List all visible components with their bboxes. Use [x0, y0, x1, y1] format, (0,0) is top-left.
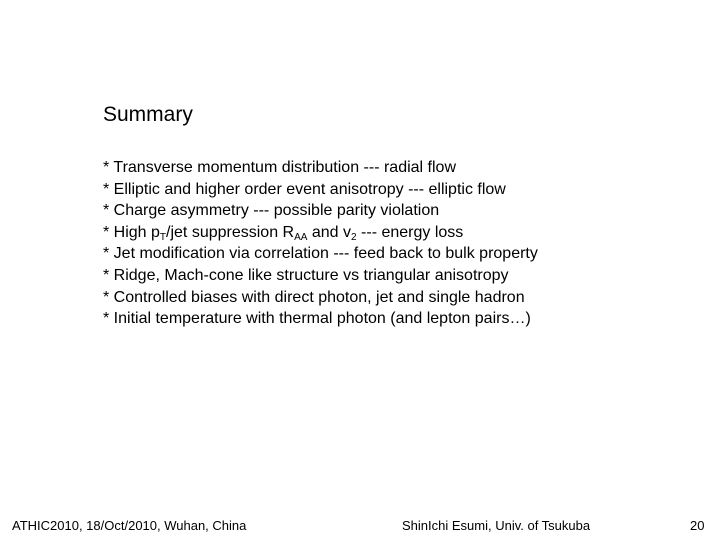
bullet-parity-violation: * Charge asymmetry --- possible parity violation — [103, 202, 440, 220]
bullet-text-segment: * High p — [103, 223, 160, 241]
bullet-text-segment: --- energy loss — [356, 223, 464, 241]
slide-title: Summary — [103, 103, 193, 126]
footer-author: ShinIchi Esumi, Univ. of Tsukuba — [402, 518, 591, 533]
bullet-text-segment: /jet suppression R — [166, 223, 295, 241]
subscript-2: 2 — [351, 231, 357, 243]
bullet-energy-loss — [103, 222, 538, 244]
subscript-aa: AA — [294, 231, 308, 243]
bullet-initial-temperature: * Initial temperature with thermal photon (and lepton pairs…) — [103, 310, 531, 328]
bullet-controlled-biases: * Controlled biases with direct photon, jet and single hadron — [103, 288, 525, 306]
bullet-jet-modification: * Jet modification via correlation --- feed back to bulk property — [103, 245, 538, 263]
bullet-text-segment: and v — [307, 223, 352, 241]
bullet-triangular-anisotropy: * Ridge, Mach-cone like structure vs triangular anisotropy — [103, 266, 509, 284]
page-number: 20 — [690, 518, 705, 533]
subscript-t: T — [159, 231, 167, 243]
bullet-list — [103, 157, 538, 330]
bullet-radial-flow: * Transverse momentum distribution --- radial flow — [103, 159, 457, 176]
bullet-elliptic-flow: * Elliptic and higher order event anisotropy --- elliptic flow — [103, 180, 506, 198]
footer-conference: ATHIC2010, 18/Oct/2010, Wuhan, China — [12, 518, 247, 533]
